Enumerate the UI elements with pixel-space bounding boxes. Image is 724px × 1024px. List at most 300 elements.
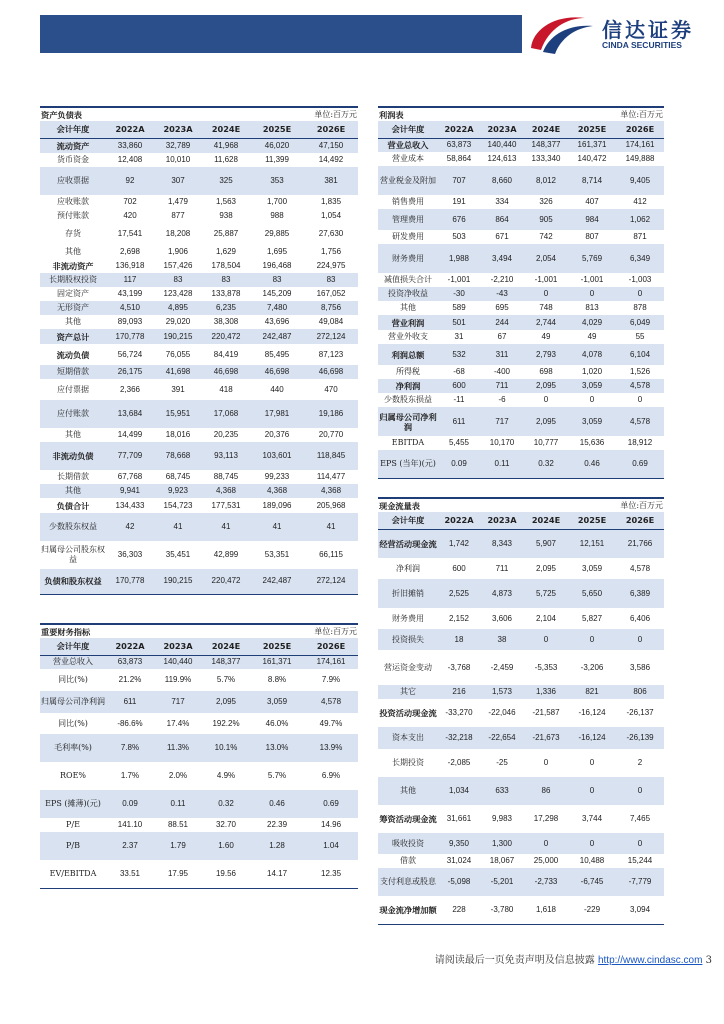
table-row <box>40 153 358 167</box>
cell-value: 7.9% <box>321 675 341 684</box>
cell-value: 3,094 <box>616 896 664 924</box>
cell-value: 220,472 <box>202 569 250 594</box>
cell-value: 242,487 <box>250 329 304 344</box>
cell-value: 14,499 <box>117 430 143 439</box>
row-label: 经营活动现金流 <box>378 529 438 558</box>
cell-value: 11,399 <box>265 155 289 164</box>
cell-value: 717 <box>154 691 202 713</box>
cell-value: 8.8% <box>267 675 287 684</box>
cell-value: 167,052 <box>316 289 346 298</box>
header-year: 2025E <box>250 638 304 655</box>
cell-value: 2,104 <box>535 613 557 623</box>
cell-value: 4,895 <box>154 301 202 315</box>
cell-value: 9,923 <box>154 484 202 498</box>
cell-value: 20,770 <box>318 430 344 439</box>
table-row <box>378 344 664 365</box>
cell-value: 14.96 <box>321 820 342 829</box>
cell-value: 41 <box>202 513 250 541</box>
row-label: 其它 <box>378 685 438 699</box>
page-number: 3 <box>705 955 712 966</box>
cell-value: 2.37 <box>106 832 154 860</box>
cell-value: 0 <box>616 629 664 650</box>
table-header-row <box>40 121 358 138</box>
cell-value: 18,912 <box>627 438 653 447</box>
cell-value: 190,215 <box>154 329 202 344</box>
cell-value: 470 <box>324 384 338 394</box>
table-row <box>40 470 358 484</box>
cell-value: 4.9% <box>216 771 236 780</box>
cell-value: 501 <box>438 315 480 330</box>
cell-value: 2,152 <box>448 613 470 623</box>
cell-value: 353 <box>250 167 304 195</box>
cell-value: 46,698 <box>202 365 250 379</box>
cell-value: 2 <box>637 758 643 767</box>
cell-value: 0.46 <box>568 450 616 478</box>
cell-value: 1,695 <box>267 246 288 256</box>
cell-value: 18,067 <box>489 856 515 865</box>
cell-value: 49 <box>541 332 551 341</box>
cell-value: -1,001 <box>447 275 471 284</box>
cell-value: -3,780 <box>480 896 524 924</box>
row-label: 毛利率(%) <box>40 734 106 762</box>
header-year: 2022A <box>438 512 480 529</box>
cell-value: 698 <box>539 367 553 376</box>
cell-value: -3,768 <box>447 662 471 672</box>
cell-value: 47,150 <box>304 138 358 153</box>
cell-value: -30 <box>438 287 480 301</box>
cell-value: 29,020 <box>165 317 191 326</box>
cell-value: 99,233 <box>264 472 290 481</box>
cell-value: 5.7% <box>267 771 287 780</box>
cell-value: 503 <box>452 232 466 241</box>
income-statement-table <box>378 106 664 479</box>
table-row <box>40 287 358 301</box>
table-row <box>40 860 358 888</box>
cell-value: 83 <box>154 273 202 287</box>
cell-value: 420 <box>123 211 137 220</box>
table-row <box>378 777 664 805</box>
row-label: 营业总收入 <box>40 655 106 669</box>
table-unit: 单位:百万元 <box>568 498 664 512</box>
cell-value: 148,377 <box>202 655 250 669</box>
table-row <box>378 230 664 244</box>
cell-value: 3,744 <box>582 814 603 823</box>
cell-value: 1,700 <box>267 197 288 206</box>
cell-value: 7,480 <box>250 301 304 315</box>
row-label: EPS (当年)(元) <box>378 450 438 478</box>
table-title: 重要财务指标 <box>40 624 250 638</box>
cell-value: 272,124 <box>304 329 358 344</box>
row-label: 流动负债 <box>56 349 90 360</box>
row-label: 投资损失 <box>378 629 438 650</box>
cell-value: 85,495 <box>264 349 290 359</box>
cell-value: 87,123 <box>318 349 344 359</box>
header-label: 会计年度 <box>40 121 106 138</box>
cell-value: 813 <box>585 303 599 312</box>
cell-value: 49.7% <box>319 718 343 728</box>
row-label: 资产总计 <box>40 329 106 344</box>
cell-value: 6,406 <box>630 613 651 623</box>
row-label: 其他 <box>400 303 416 312</box>
row-label: 吸收投资 <box>378 833 438 854</box>
cell-value: -22,046 <box>488 708 516 717</box>
table-title: 现金流量表 <box>378 498 568 512</box>
cell-value: 418 <box>219 384 233 394</box>
cell-value: 1,618 <box>524 896 568 924</box>
cell-value: 145,209 <box>262 289 292 298</box>
cell-value: 17,068 <box>202 400 250 428</box>
cell-value: 2,744 <box>524 315 568 330</box>
cell-value: 391 <box>171 384 185 394</box>
row-label: 同比(%) <box>58 718 88 728</box>
cell-value: 2,095 <box>524 407 568 436</box>
cell-value: 702 <box>123 197 137 206</box>
row-label: 营业利润 <box>378 315 438 330</box>
cell-value: 0 <box>543 395 549 404</box>
header-year: 2026E <box>304 638 358 655</box>
table-row <box>40 541 358 569</box>
cinda-logo <box>527 10 717 58</box>
cell-value: -1,001 <box>580 275 604 284</box>
cell-value: 1,034 <box>438 777 480 805</box>
table-row <box>378 393 664 407</box>
cell-value: 33,860 <box>106 138 154 153</box>
row-label: 负债和股东权益 <box>40 569 106 594</box>
cell-value: 671 <box>495 232 509 241</box>
cell-value: 1.7% <box>120 771 140 780</box>
cell-value: 14.17 <box>250 860 304 888</box>
table-row <box>40 790 358 818</box>
cell-value: 174,161 <box>304 655 358 669</box>
cell-value: 0.32 <box>524 450 568 478</box>
row-label: 少数股东损益 <box>384 395 432 404</box>
table-row <box>40 209 358 223</box>
cell-value: 4,578 <box>616 379 664 393</box>
table-row <box>40 365 358 379</box>
cell-value: 76,055 <box>165 349 191 359</box>
cell-value: 4,029 <box>568 315 616 330</box>
cell-value: 0.09 <box>438 450 480 478</box>
cell-value: 0 <box>616 777 664 805</box>
cell-value: 1,756 <box>321 246 342 256</box>
header-year: 2026E <box>616 512 664 529</box>
cell-value: 1,573 <box>480 685 524 699</box>
row-label: 研发费用 <box>392 232 424 241</box>
table-row <box>40 195 358 209</box>
cell-value: 63,873 <box>106 655 154 669</box>
cell-value: 19.56 <box>202 860 250 888</box>
table-row <box>378 629 664 650</box>
cell-value: 0.69 <box>304 790 358 818</box>
cell-value: 2,793 <box>524 344 568 365</box>
cell-value: 140,472 <box>577 154 607 163</box>
table-row <box>40 762 358 790</box>
cell-value: 0 <box>524 629 568 650</box>
cell-value: -33,270 <box>445 708 473 717</box>
cell-value: 242,487 <box>250 569 304 594</box>
cell-value: -5,098 <box>438 868 480 896</box>
row-label: 其他 <box>65 246 81 256</box>
table-row <box>40 442 358 470</box>
website-link[interactable]: http://www.cindasc.com <box>597 955 703 966</box>
cell-value: 6,235 <box>202 301 250 315</box>
cell-value: 17,298 <box>533 814 559 823</box>
cell-value: 3,059 <box>568 379 616 393</box>
cell-value: 46,698 <box>250 365 304 379</box>
row-label: 管理费用 <box>378 209 438 230</box>
cell-value: 905 <box>524 209 568 230</box>
cell-value: 123,428 <box>163 289 193 298</box>
cell-value: 1,835 <box>321 197 342 206</box>
cell-value: 5,907 <box>524 529 568 558</box>
cell-value: -5,201 <box>480 868 524 896</box>
cell-value: 43,199 <box>117 289 143 298</box>
header-year: 2025E <box>568 512 616 529</box>
cell-value: 1,336 <box>524 685 568 699</box>
header-year: 2023A <box>154 638 202 655</box>
table-row <box>378 273 664 287</box>
cell-value: -3,206 <box>580 662 604 672</box>
table-row <box>378 868 664 896</box>
financial-ratios-table <box>40 623 358 889</box>
cell-value: 711 <box>495 563 509 573</box>
table-unit: 单位:百万元 <box>568 107 664 121</box>
cell-value: -43 <box>480 287 524 301</box>
cell-value: 3,586 <box>630 662 651 672</box>
row-label: 存货 <box>65 228 81 238</box>
cell-value: 140,440 <box>480 138 524 152</box>
table-unit: 单位:百万元 <box>250 624 358 638</box>
cell-value: 6,349 <box>616 244 664 273</box>
table-row <box>40 832 358 860</box>
cell-value: 21.2% <box>118 675 142 684</box>
cell-value: 307 <box>154 167 202 195</box>
cinda-swoosh-icon <box>527 10 599 58</box>
header-year: 2024E <box>202 121 250 138</box>
cell-value: 216 <box>438 685 480 699</box>
cell-value: -22,654 <box>480 727 524 749</box>
cell-value: 89,093 <box>117 317 143 326</box>
cell-value: 0 <box>568 777 616 805</box>
cell-value: 38,308 <box>213 317 239 326</box>
cell-value: 1,054 <box>321 211 342 220</box>
cell-value: 0 <box>616 833 664 854</box>
table-row <box>378 805 664 833</box>
row-label: 财务费用 <box>392 613 424 623</box>
table-row <box>378 749 664 777</box>
cell-value: 191 <box>452 197 466 206</box>
cell-value: 118,845 <box>304 442 358 470</box>
cell-value: 88.51 <box>167 820 189 829</box>
cell-value: 42,899 <box>213 550 239 559</box>
cell-value: 8,343 <box>480 529 524 558</box>
row-label: 支付利息或股息 <box>378 868 438 896</box>
row-label: EBITDA <box>391 438 425 447</box>
row-label: 利润总额 <box>378 344 438 365</box>
cell-value: 2.0% <box>168 771 188 780</box>
cell-value: 228 <box>438 896 480 924</box>
cell-value: 0 <box>568 287 616 301</box>
table-row <box>378 379 664 393</box>
cell-value: 189,096 <box>262 500 292 510</box>
cell-value: 611 <box>106 691 154 713</box>
cell-value: 93,113 <box>202 442 250 470</box>
cell-value: 41,968 <box>202 138 250 153</box>
cell-value: 938 <box>219 211 233 220</box>
table-row <box>40 484 358 498</box>
row-label: 归属母公司净利润 <box>40 691 106 713</box>
cell-value: 864 <box>480 209 524 230</box>
row-label: 借款 <box>400 856 416 865</box>
cell-value: 4,368 <box>304 484 358 498</box>
row-label: 筹资活动现金流 <box>379 814 437 824</box>
cell-value: 707 <box>438 166 480 195</box>
cell-value: 8,012 <box>524 166 568 195</box>
row-label: P/B <box>40 832 106 860</box>
cell-value: 149,888 <box>625 154 655 163</box>
cell-value: 6,389 <box>616 579 664 608</box>
cell-value: 220,472 <box>202 329 250 344</box>
cell-value: 10,010 <box>165 155 191 164</box>
cell-value: -68 <box>453 367 465 376</box>
cell-value: 141.10 <box>117 820 143 829</box>
cell-value: 0 <box>543 758 549 767</box>
cell-value: 170,778 <box>106 329 154 344</box>
cell-value: 114,477 <box>316 472 346 481</box>
cell-value: 0 <box>568 833 616 854</box>
brand-name-cn: 信达证券 <box>602 18 694 42</box>
cell-value: 17,541 <box>117 228 143 238</box>
cell-value: 136,918 <box>115 261 145 270</box>
cell-value: 807 <box>585 232 599 241</box>
cell-value: 161,371 <box>568 138 616 152</box>
cell-value: 11,628 <box>214 155 238 164</box>
cell-value: 1,020 <box>582 367 603 376</box>
row-label: 其他 <box>65 317 81 326</box>
cell-value: 6,049 <box>616 315 664 330</box>
table-row <box>40 513 358 541</box>
cell-value: 46.0% <box>265 718 289 728</box>
cell-value: 11.3% <box>154 734 202 762</box>
cell-value: 0 <box>616 287 664 301</box>
cell-value: -32,218 <box>438 727 480 749</box>
cell-value: 0.09 <box>106 790 154 818</box>
row-label: 货币资金 <box>57 155 89 164</box>
table-row <box>378 301 664 315</box>
cell-value: 92 <box>106 167 154 195</box>
cell-value: 49,084 <box>318 317 344 326</box>
cell-value: 133,878 <box>211 289 241 298</box>
table-row <box>40 138 358 153</box>
row-label: 长期借款 <box>57 472 89 481</box>
header-year: 2022A <box>106 638 154 655</box>
cell-value: 1,988 <box>438 244 480 273</box>
cell-value: 532 <box>438 344 480 365</box>
row-label: 长期股权投资 <box>40 273 106 287</box>
cell-value: -7,779 <box>616 868 664 896</box>
cell-value: 0 <box>524 287 568 301</box>
table-row <box>378 365 664 379</box>
cell-value: 4,368 <box>250 484 304 498</box>
cell-value: 4,873 <box>480 579 524 608</box>
table-row <box>40 400 358 428</box>
cell-value: 0 <box>589 758 595 767</box>
cell-value: 41 <box>304 513 358 541</box>
table-row <box>40 818 358 832</box>
cell-value: 1,062 <box>616 209 664 230</box>
header-year: 2026E <box>304 121 358 138</box>
table-row <box>40 713 358 734</box>
cell-value: -5,353 <box>534 662 558 672</box>
cell-value: 46,698 <box>304 365 358 379</box>
cell-value: 38 <box>480 629 524 650</box>
row-label: 营运资金变动 <box>384 662 432 672</box>
cell-value: 748 <box>539 303 553 312</box>
cell-value: 177,531 <box>211 500 241 510</box>
cell-value: 5,725 <box>524 579 568 608</box>
cell-value: 29,885 <box>264 228 290 238</box>
cell-value: 205,968 <box>316 500 346 510</box>
cell-value: -21,587 <box>532 708 560 717</box>
cell-value: 821 <box>568 685 616 699</box>
cell-value: 633 <box>480 777 524 805</box>
cell-value: 311 <box>480 344 524 365</box>
row-label: 资本支出 <box>378 727 438 749</box>
cell-value: 5,769 <box>568 244 616 273</box>
cell-value: 68,745 <box>165 472 191 481</box>
cell-value: 32.70 <box>215 820 237 829</box>
cell-value: 49 <box>587 332 597 341</box>
cell-value: 14,492 <box>318 155 344 164</box>
row-label: 长期投资 <box>392 758 424 767</box>
cell-value: 5,455 <box>448 438 470 447</box>
cell-value: 0.46 <box>250 790 304 818</box>
header-year: 2024E <box>202 638 250 655</box>
cell-value: 27,630 <box>318 228 344 238</box>
cell-value: 1,300 <box>480 833 524 854</box>
cell-value: 3,059 <box>568 407 616 436</box>
table-title-row <box>40 107 358 121</box>
cell-value: 148,377 <box>524 138 568 152</box>
cell-value: 6.9% <box>321 771 341 780</box>
row-label: 营业外收支 <box>388 332 428 341</box>
row-label: 应收账款 <box>57 197 89 206</box>
cell-value: 224,975 <box>316 261 346 270</box>
cell-value: 8,714 <box>568 166 616 195</box>
cell-value: 4,578 <box>616 407 664 436</box>
cell-value: -26,139 <box>616 727 664 749</box>
row-label: 少数股东权益 <box>40 513 106 541</box>
cell-value: -6 <box>498 395 506 404</box>
cell-value: 2,095 <box>524 379 568 393</box>
cell-value: 4,578 <box>304 691 358 713</box>
cell-value: 124,613 <box>487 154 517 163</box>
cell-value: 170,778 <box>106 569 154 594</box>
header-bar <box>40 15 522 53</box>
cell-value: 412 <box>633 197 647 206</box>
cell-value: -2,733 <box>524 868 568 896</box>
table-row <box>40 691 358 713</box>
table-row <box>378 315 664 330</box>
table-row <box>378 244 664 273</box>
row-label: 现金流净增加额 <box>378 896 438 924</box>
cell-value: 244 <box>480 315 524 330</box>
cell-value: 31,024 <box>446 856 472 865</box>
row-label: 其他 <box>40 484 106 498</box>
cell-value: 2,095 <box>202 691 250 713</box>
cell-value: 9,405 <box>616 166 664 195</box>
table-row <box>40 669 358 691</box>
